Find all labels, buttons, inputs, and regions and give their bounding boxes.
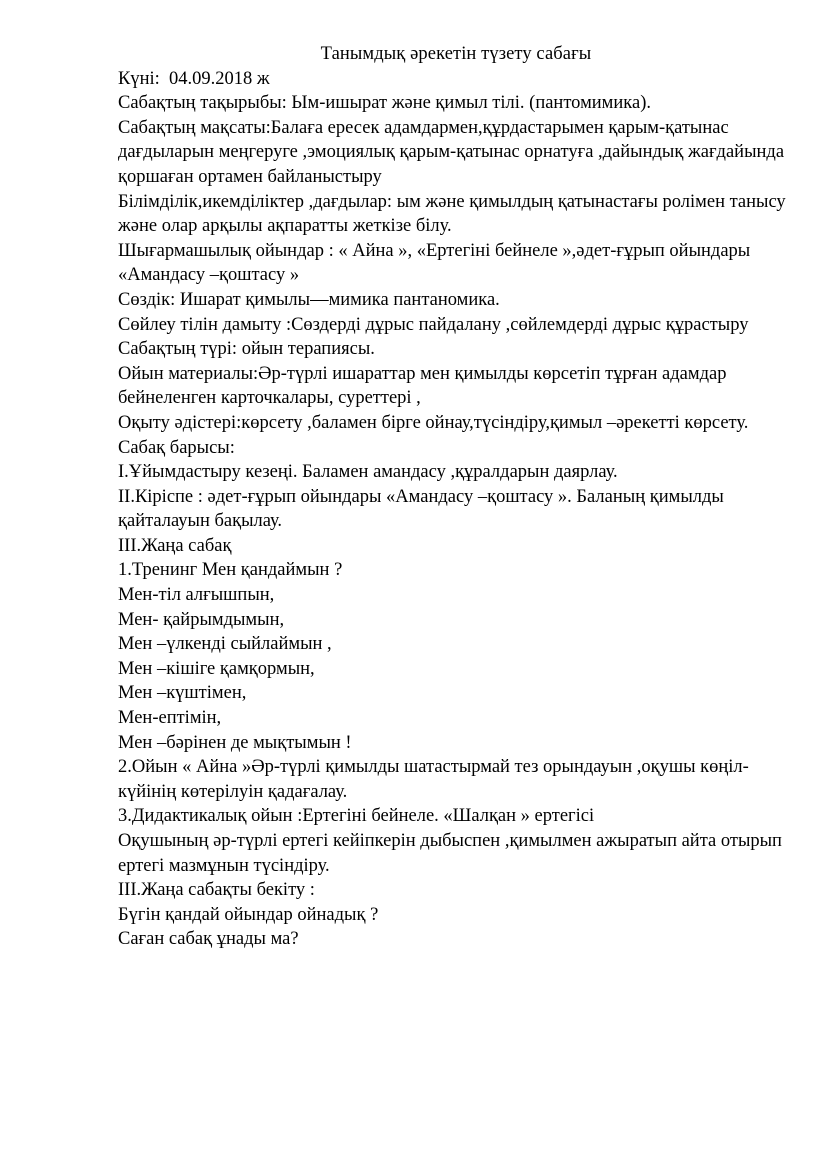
paragraph-affirmation-5: Мен –күштімен,	[118, 683, 247, 704]
paragraph-affirmation-4: Мен –кішіге қамқормын,	[118, 658, 315, 679]
paragraph-consolidation-heading: ІІІ.Жаңа сабақты бекіту :	[118, 880, 315, 901]
paragraph-speech-development: Сөйлеу тілін дамыту :Сөздерді дұрыс пайдалану ,сөйлемдерді дұрыс құрастыру	[118, 314, 749, 335]
paragraph-date: Күні: 04.09.2018 ж	[118, 68, 270, 89]
paragraph-game-item-2: 2.Ойын « Айна »Әр-түрлі қимылды шатастырмай тез орындауын ,оқушы көңіл-күйінің көтерілуін қадағалау.	[118, 757, 749, 802]
paragraph-affirmation-3: Мен –үлкенді сыйлаймын ,	[118, 634, 332, 655]
paragraph-creative-games: Шығармашылық ойындар : « Айна », «Ертегіні бейнеле »,әдет-ғұрып ойындары «Амандасу –қоштасу »	[118, 240, 755, 286]
paragraph-game-materials: Ойын материалы:Әр-түрлі ишараттар мен қимылды көрсетіп тұрған адамдар бейнеленген карточкалары, суреттері ,	[118, 363, 732, 409]
paragraph-affirmation-7: Мен –бәрінен де мықтымын !	[118, 732, 352, 753]
paragraph-stage-3-new-lesson: ІІІ.Жаңа сабақ	[118, 535, 232, 556]
paragraph-training-item-1: 1.Тренинг Мен қандаймын ?	[118, 560, 343, 581]
paragraph-lesson-goal: Сабақтың мақсаты:Балаға ересек адамдармен,құрдастарымен қарым-қатынас дағдыларын меңгеруге ,эмоциялық қарым-қатынас орнатуға ,дайындық жағдайында қоршаған ортамен байланыстыру	[118, 117, 789, 187]
paragraph-lesson-topic: Сабақтың тақырыбы: Ым-ишырат және қимыл тілі. (пантомимика).	[118, 93, 651, 114]
paragraph-question-2: Саған сабақ ұнады ма?	[118, 929, 299, 950]
paragraph-affirmation-2: Мен- қайрымдымын,	[118, 609, 285, 630]
paragraph-question-1: Бүгін қандай ойындар ойнадық ?	[118, 904, 379, 925]
paragraph-vocabulary: Сөздік: Ишарат қимылы—мимика пантаномика.	[118, 289, 500, 310]
paragraph-affirmation-6: Мен-ептімін,	[118, 708, 222, 729]
paragraph-lesson-type: Сабақтың түрі: ойын терапиясы.	[118, 339, 375, 360]
paragraph-stage-1-organization: І.Ұйымдастыру кезеңі. Баламен амандасу ,құралдарын даярлау.	[118, 462, 618, 483]
document-body	[118, 42, 794, 952]
paragraph-teaching-methods: Оқыту әдістері:көрсету ,баламен бірге ойнау,түсіндіру,қимыл –әрекетті көрсету.	[118, 412, 749, 433]
document-title: Танымдық әрекетін түзету сабағы	[320, 44, 592, 64]
paragraph-stage-2-introduction: ІІ.Кіріспе : әдет-ғұрып ойындары «Амандасу –қоштасу ». Баланың қимылды қайталауын бақылау.	[118, 486, 729, 532]
paragraph-lesson-flow-heading: Сабақ барысы:	[118, 437, 235, 458]
paragraph-affirmation-1: Мен-тіл алғышпын,	[118, 585, 275, 606]
paragraph-didactic-game-description: Оқушының әр-түрлі ертегі кейіпкерін дыбыспен ,қимылмен ажыратып айта отырып ертегі мазмұнын түсіндіру.	[118, 831, 787, 876]
paragraph-didactic-game-item-3: 3.Дидактикалық ойын :Ертегіні бейнеле. «Шалқан » ертегісі	[118, 806, 595, 827]
paragraph-knowledge-skills: Білімділік,икемділіктер ,дағдылар: ым және қимылдың қатынастағы ролімен танысу және олар арқылы ақпаратты жеткізе білу.	[118, 191, 791, 237]
